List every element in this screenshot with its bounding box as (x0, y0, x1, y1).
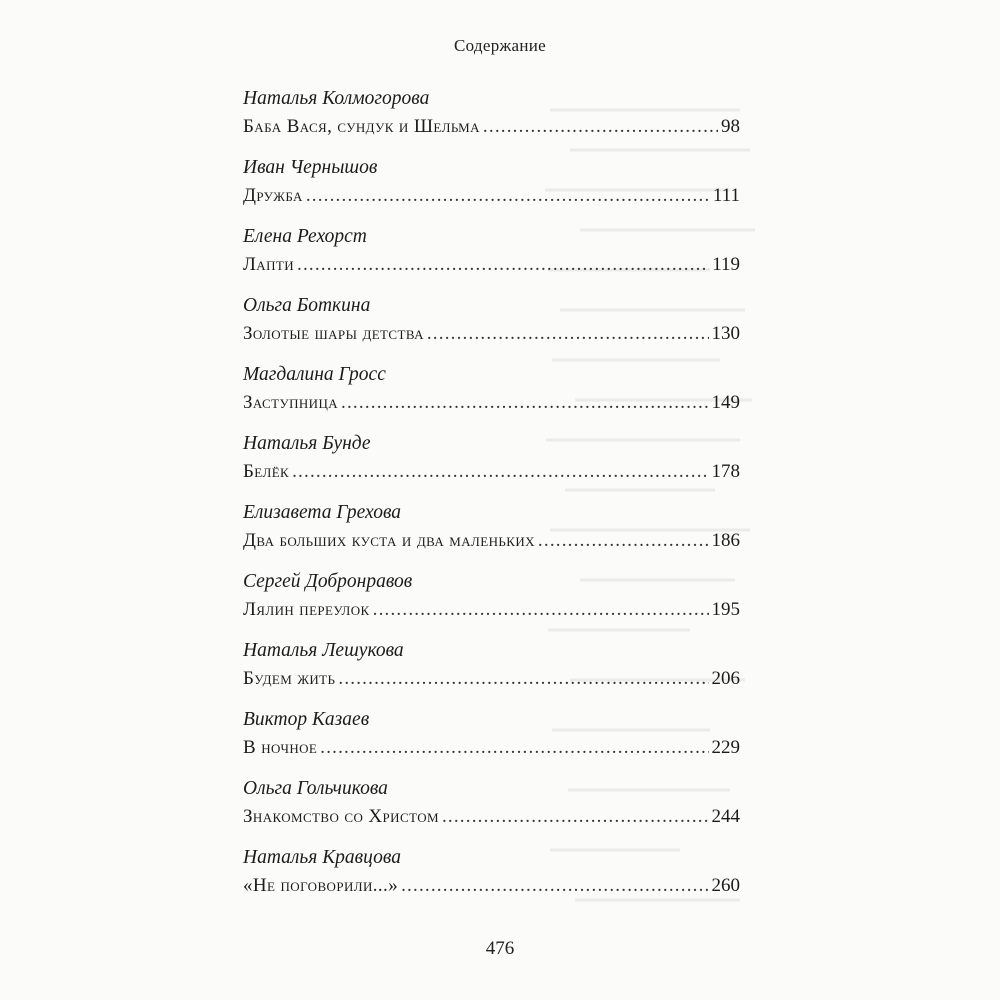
toc-author: Виктор Казаев (243, 709, 370, 730)
dot-leader (442, 802, 709, 832)
toc-title: Лялин переулок (243, 599, 370, 620)
dot-leader (341, 388, 708, 418)
toc-entry (243, 776, 740, 845)
toc-title: Будем жить (243, 668, 336, 689)
toc-author: Магдалина Гросс (243, 364, 386, 385)
toc-entry (243, 293, 740, 362)
toc-line (243, 319, 740, 349)
toc-title: Лапти (243, 254, 294, 275)
toc-line (243, 595, 740, 625)
toc-author: Елизавета Грехова (243, 502, 402, 523)
toc-page-number: 195 (711, 599, 740, 620)
toc-line (243, 733, 740, 763)
dot-leader (306, 181, 710, 211)
toc-line (243, 871, 740, 901)
toc-line (243, 388, 740, 418)
dot-leader (292, 457, 708, 487)
toc-title: В ночное (243, 737, 318, 758)
toc-page-number: 149 (711, 392, 740, 413)
toc-author: Елена Рехорст (243, 226, 367, 247)
toc-title: Два больших куста и два маленьких (243, 530, 535, 551)
toc-page-number: 178 (711, 461, 740, 482)
toc-line (243, 250, 740, 280)
dot-leader (297, 250, 709, 280)
toc-line (243, 802, 740, 832)
toc-title: «Не поговорили...» (243, 875, 399, 896)
dot-leader (538, 526, 709, 556)
toc-page-number: 244 (711, 806, 740, 827)
toc-entry (243, 224, 740, 293)
toc-author: Наталья Лешукова (243, 640, 404, 661)
dot-leader (320, 733, 708, 763)
toc-page-number: 229 (711, 737, 740, 758)
toc-entry (243, 638, 740, 707)
toc-entry (243, 569, 740, 638)
toc-author: Наталья Кравцова (243, 847, 401, 868)
toc-line (243, 664, 740, 694)
toc-page-number: 119 (712, 254, 740, 275)
dot-leader (373, 595, 709, 625)
toc-title: Баба Вася, сундук и Шельма (243, 116, 480, 137)
dot-leader (401, 871, 708, 901)
toc-page-number: 130 (711, 323, 740, 344)
toc-page-number: 98 (721, 116, 740, 137)
toc-title: Дружба (243, 185, 303, 206)
dot-leader (427, 319, 709, 349)
toc-author: Ольга Боткина (243, 295, 371, 316)
toc-page-number: 206 (711, 668, 740, 689)
toc-page-number: 186 (711, 530, 740, 551)
toc-line (243, 526, 740, 556)
page-header: Содержание (453, 36, 547, 55)
dot-leader (483, 112, 718, 142)
toc-line (243, 181, 740, 211)
toc-entry (243, 86, 740, 155)
toc-title: Белёк (243, 461, 290, 482)
toc-author: Ольга Гольчикова (243, 778, 388, 799)
table-of-contents (243, 86, 740, 914)
toc-line (243, 112, 740, 142)
toc-entry (243, 707, 740, 776)
toc-title: Знакомство со Христом (243, 806, 439, 827)
toc-author: Наталья Бунде (243, 433, 371, 454)
dot-leader (338, 664, 708, 694)
toc-entry (243, 155, 740, 224)
toc-entry (243, 845, 740, 914)
toc-page-number: 111 (712, 185, 740, 206)
toc-author: Сергей Добронравов (243, 571, 413, 592)
page-number: 476 (485, 938, 515, 959)
toc-entry (243, 362, 740, 431)
toc-author: Наталья Колмогорова (243, 88, 430, 109)
toc-author: Иван Чернышов (243, 157, 378, 178)
toc-title: Золотые шары детства (243, 323, 424, 344)
toc-page-number: 260 (711, 875, 740, 896)
toc-entry (243, 500, 740, 569)
toc-line (243, 457, 740, 487)
toc-title: Заступница (243, 392, 339, 413)
toc-entry (243, 431, 740, 500)
